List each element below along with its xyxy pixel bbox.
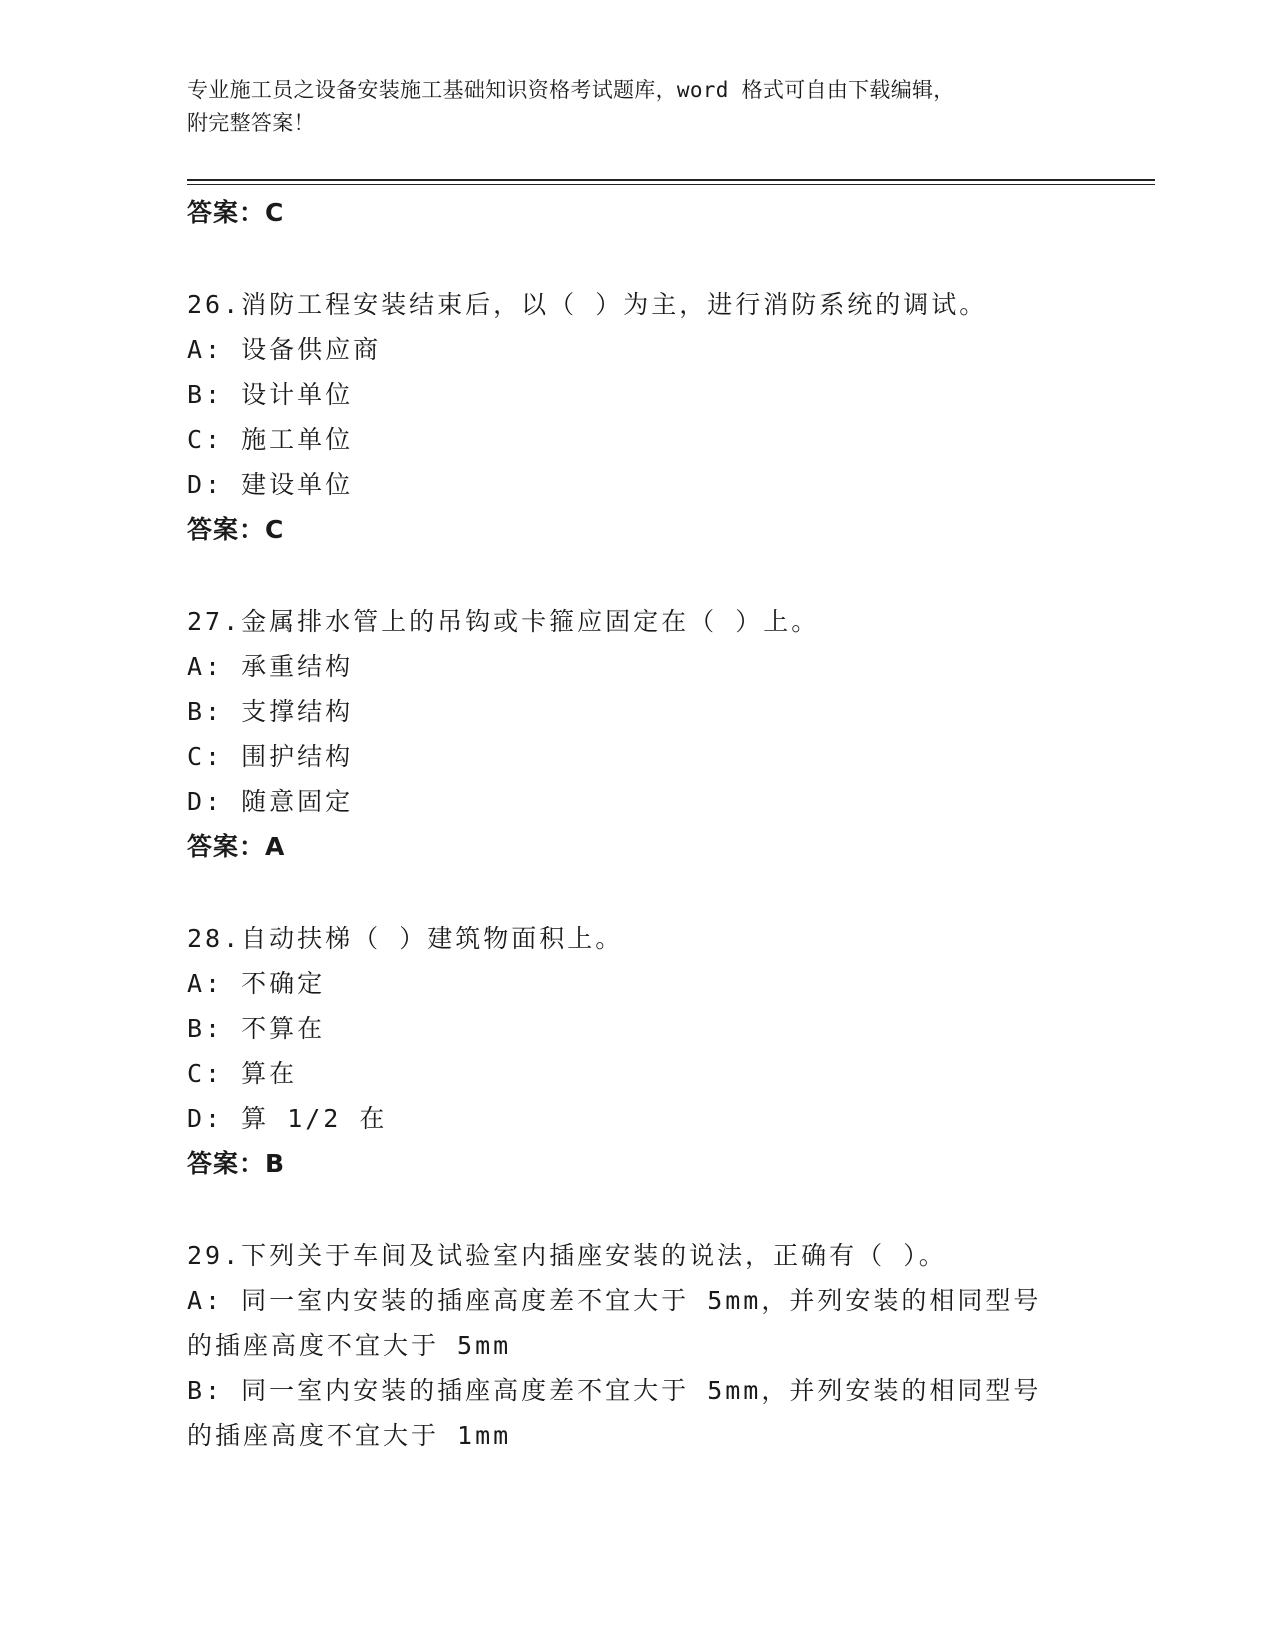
- question-stem: 26.消防工程安装结束后，以（ ）为主，进行消防系统的调试。: [187, 290, 988, 319]
- option-c: C: 算在: [187, 1059, 298, 1088]
- option-a: A: 设备供应商: [187, 335, 382, 364]
- question-list: [187, 190, 1107, 1458]
- spacer: [187, 869, 1107, 916]
- question-26: [187, 282, 1107, 552]
- header-divider-thin: [187, 184, 1155, 185]
- answer-label: 答案：A: [187, 832, 286, 861]
- question-stem: 27.金属排水管上的吊钩或卡箍应固定在（ ）上。: [187, 607, 820, 636]
- question-28: [187, 916, 1107, 1186]
- question-27: [187, 599, 1107, 869]
- answer-label: 答案：B: [187, 1149, 286, 1178]
- option-b: B: 同一室内安装的插座高度差不宜大于 5mm，并列安装的相同型号的插座高度不宜大于 1mm: [187, 1376, 1042, 1450]
- document-header: [187, 74, 1107, 140]
- header-divider-thick: [187, 179, 1155, 181]
- option-b: B: 设计单位: [187, 380, 354, 409]
- option-d: D: 算 1/2 在: [187, 1104, 388, 1133]
- spacer: [187, 1186, 1107, 1233]
- option-a: A: 同一室内安装的插座高度差不宜大于 5mm，并列安装的相同型号的插座高度不宜大于 5mm: [187, 1286, 1042, 1360]
- question-stem: 29.下列关于车间及试验室内插座安装的说法，正确有（ ）。: [187, 1241, 947, 1270]
- question-29: [187, 1233, 1107, 1458]
- answer-label: 答案：C: [187, 515, 285, 544]
- option-c: C: 围护结构: [187, 742, 354, 771]
- spacer: [187, 552, 1107, 599]
- spacer: [187, 235, 1107, 282]
- option-c: C: 施工单位: [187, 425, 354, 454]
- option-a: A: 不确定: [187, 969, 326, 998]
- option-d: D: 随意固定: [187, 787, 354, 816]
- previous-answer: 答案：C: [187, 198, 285, 227]
- option-b: B: 不算在: [187, 1014, 326, 1043]
- option-a: A: 承重结构: [187, 652, 354, 681]
- option-b: B: 支撑结构: [187, 697, 354, 726]
- option-d: D: 建设单位: [187, 470, 354, 499]
- header-line-1: 专业施工员之设备安装施工基础知识资格考试题库，word 格式可自由下载编辑，: [187, 78, 955, 102]
- question-stem: 28.自动扶梯（ ）建筑物面积上。: [187, 924, 624, 953]
- header-line-2: 附完整答案！: [187, 111, 315, 135]
